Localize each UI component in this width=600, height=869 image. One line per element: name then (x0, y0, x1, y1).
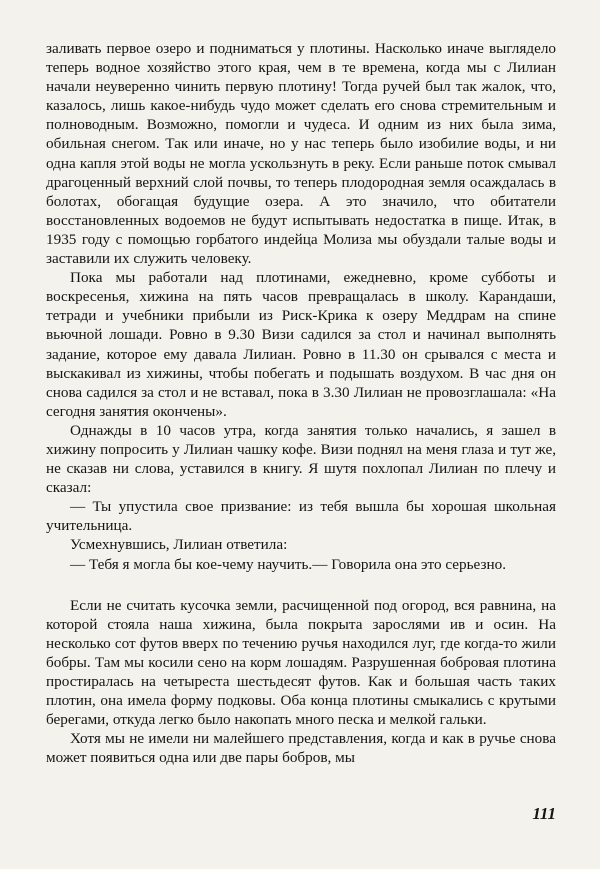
paragraph-dam-water: заливать первое озеро и подниматься у плотины. Насколько иначе выглядело теперь водное хозяйство этого края, чем в те времена, когда мы с Лилиан начали неуверенно чинить первую плотину! Тогда ручей был так жалок, что, казалось, лишь какое-нибудь чудо может сделать его снова стремительным и полноводным. Возможно, помогли и чудеса. И одним из них была зима, обильная снегом. Так или иначе, но у нас теперь было изобилие воды, и ни одна капля этой воды не могла ускользнуть в реку. Если раньше поток смывал драгоценный верхний слой почвы, то теперь плодородная земля осаждалась в болотах, обогащая будущие озера. А это значило, что обитатели восстановленных водоемов не будут испытывать недостатка в пище. Итак, в 1935 году с помощью горбатого индейца Молиза мы обуздали талые воды и заставили их служить человеку. (46, 40, 556, 268)
paragraph-beavers: Хотя мы не имели ни малейшего представления, когда и как в ручье снова может появиться одна или две пары бобров, мы (46, 730, 556, 767)
page-number: 111 (532, 804, 556, 823)
paragraph-school-hut: Пока мы работали над плотинами, ежедневно, кроме субботы и воскресенья, хижина на пять часов превращалась в школу. Карандаши, тетради и учебники прибыли из Риск-Крика к озеру Меддрам на спине вьючной лошади. Ровно в 9.30 Визи садился за стол и начинал выполнять задание, которое ему давала Лилиан. Ровно в 11.30 он срывался с места и выскакивал из хижины, чтобы побегать и подышать воздухом. В час дня он снова садился за стол и не вставал, пока в 3.30 Лилиан не провозглашала: «На сегодня занятия окончены». (46, 269, 556, 420)
dialogue-intro: Усмехнувшись, Лилиан ответила: (70, 536, 288, 554)
paragraph-meadow-dam: Если не считать кусочка земли, расчищенной под огород, вся равнина, на которой стояла наша хижина, была покрыта зарослями ив и осин. На несколько сот футов вверх по течению ручья находился луг, где когда-то жили бобры. Там мы косили сено на корм лошадям. Разрушенная бобровая плотина простиралась на четыреста шестьдесят футов. Как и большая часть таких плотин, она имела форму подковы. Оба конца плотины смыкались с крутыми берегами, откуда легко было накопать много песка и мелкой гальки. (46, 596, 556, 729)
paragraph-coffee-visit: Однажды в 10 часов утра, когда занятия только начались, я зашел в хижину попросить у Лилиан чашку кофе. Визи поднял на меня глаза и тут же, не сказав ни слова, уставился в книгу. Я шутя похлопал Лилиан по плечу и сказал: (46, 421, 556, 497)
dialogue-line-calling: — Ты упустила свое призвание: из тебя вышла бы хорошая школьная учительница. (46, 498, 556, 535)
dialogue-line-reply: — Тебя я могла бы кое-чему научить.— Говорила она это серьезно. (70, 555, 506, 573)
section-break (46, 574, 556, 596)
